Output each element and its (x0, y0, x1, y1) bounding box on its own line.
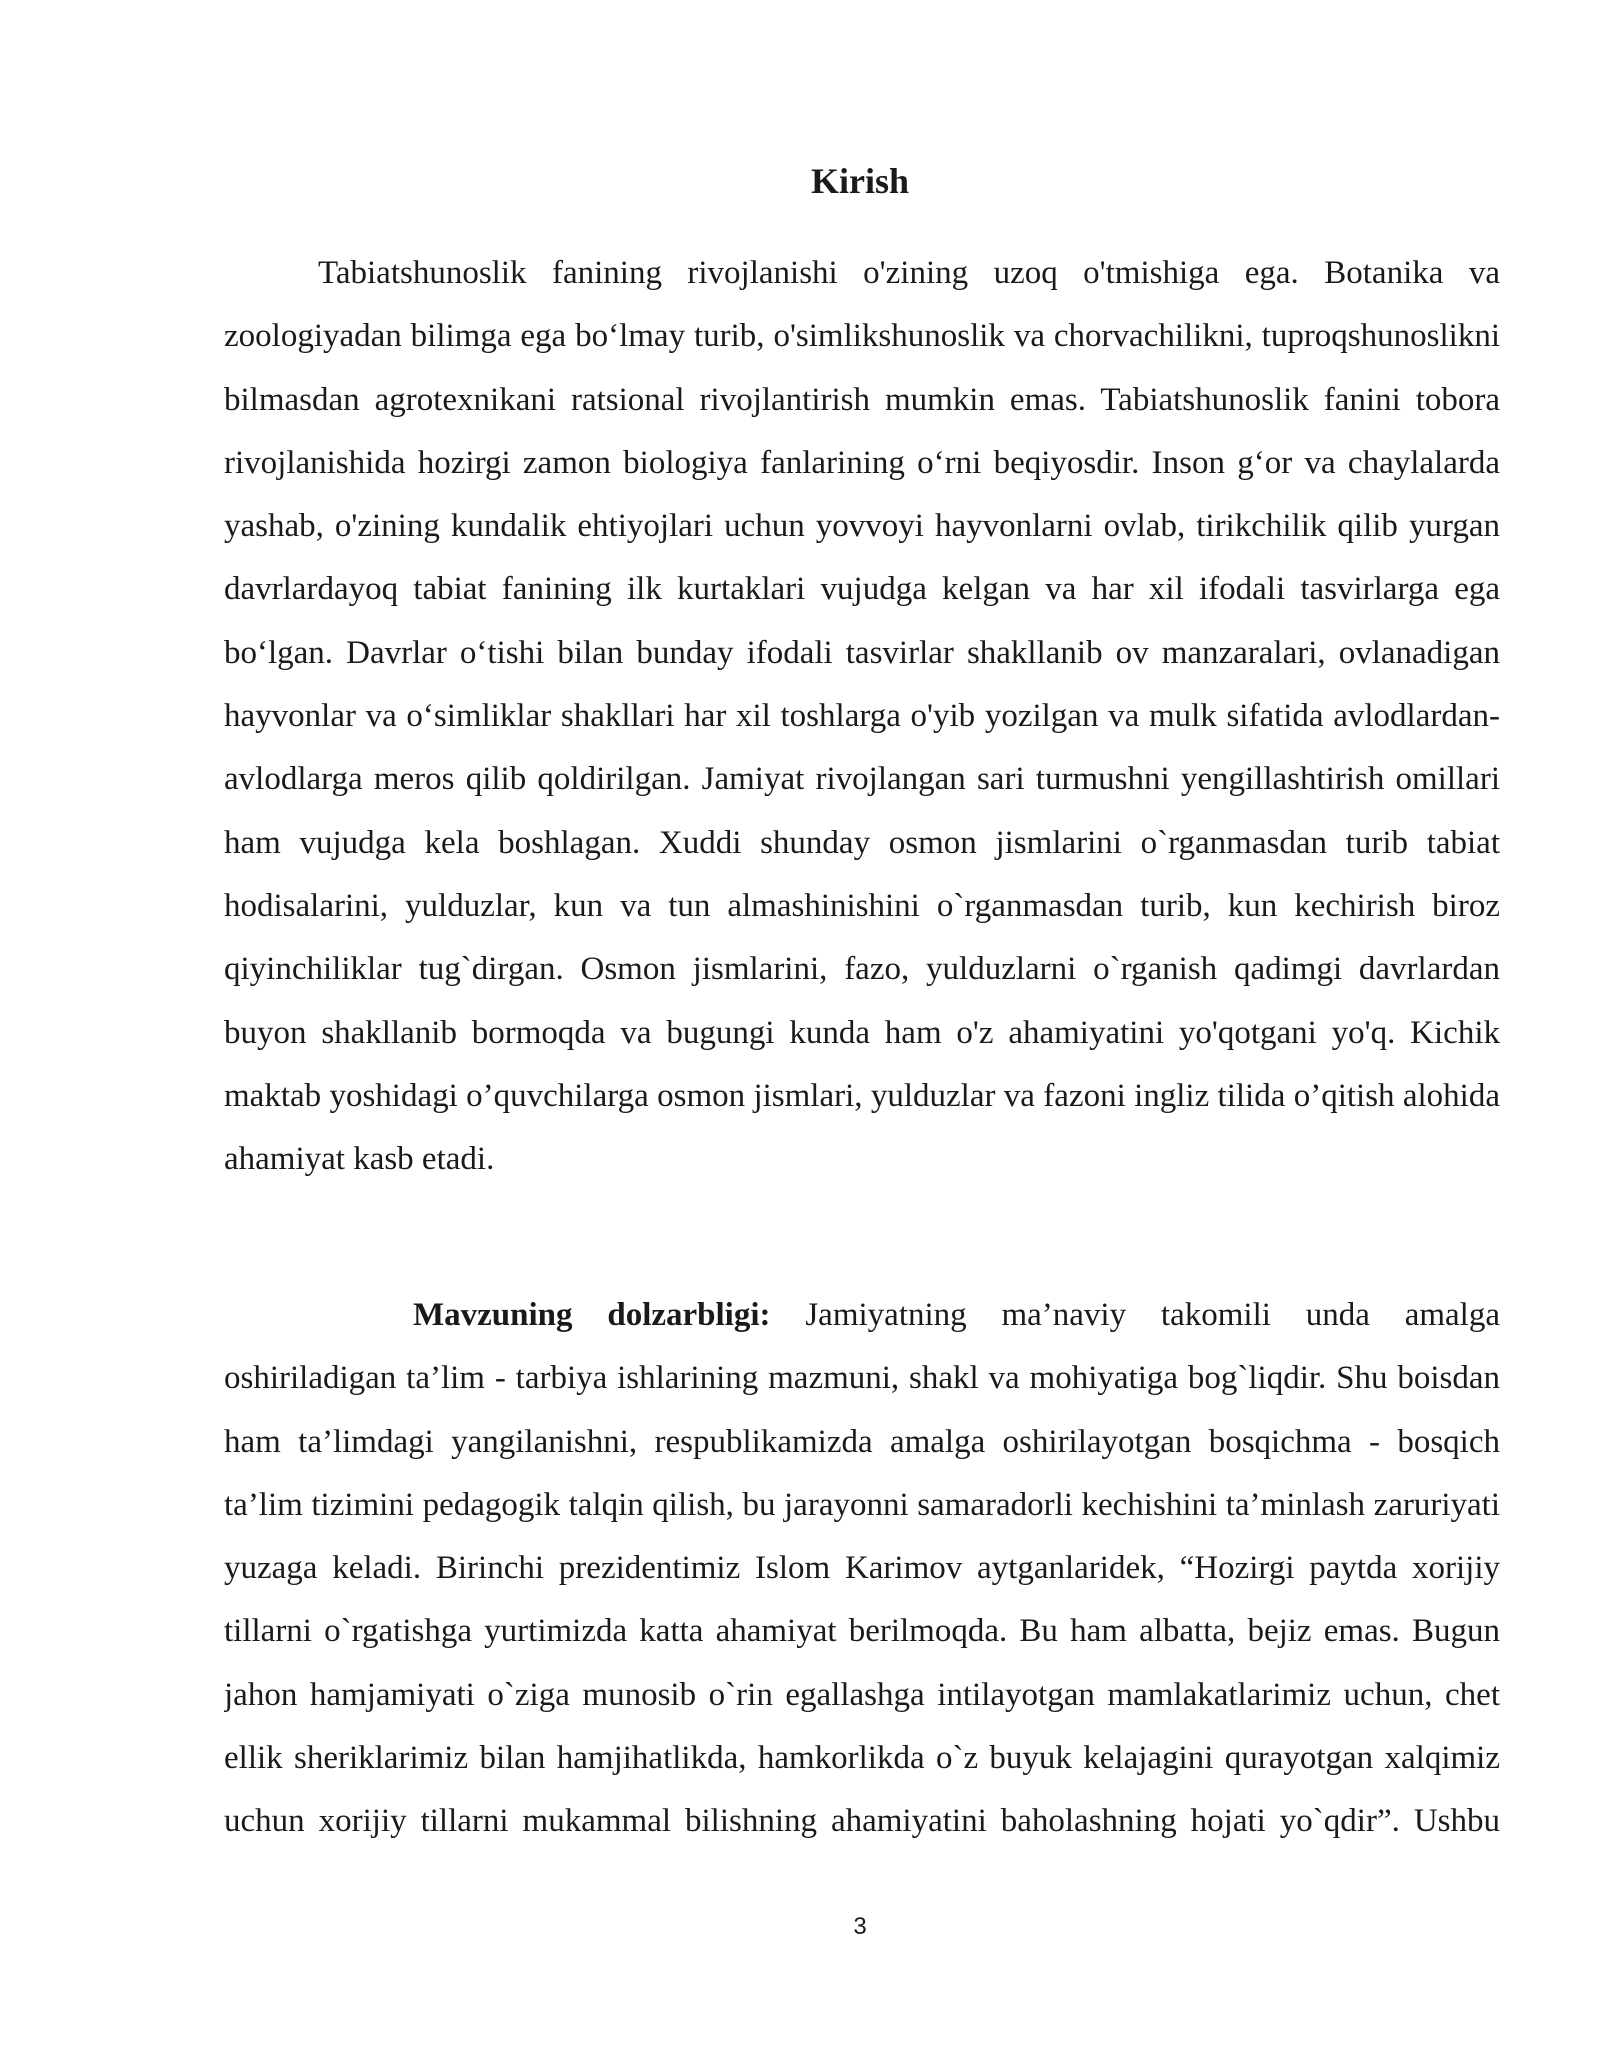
page-number: 3 (853, 1913, 867, 1940)
section-title: Kirish (810, 161, 909, 201)
relevance-heading: Mavzuning dolzarbligi: (413, 1297, 771, 1333)
intro-paragraph: Tabiatshunoslik fanining rivojlanishi o'zining uzoq o'tmishiga ega. Botanika va zoologiyadan bilimga ega bo‘lmay turib, o'simlikshunoslik va chorvachilikni, tuproqshunoslikni bilmasdan agrotexnikani ratsional rivojlantirish mumkin emas. Tabiatshunoslik fanini tobora rivojlanishida hozirgi zamon biologiya fanlarining o‘rni beqiyosdir. Inson g‘or va chaylalarda yashab, o'zining kundalik ehtiyojlari uchun yovvoyi hayvonlarni ovlab, tirikchilik qilib yurgan davrlardayoq tabiat fanining ilk kurtaklari vujudga kelgan va har xil ifodali tasvirlarga ega bo‘lgan. Davrlar o‘tishi bilan bunday ifodali tasvirlar shakllanib ov manzaralari, ovlanadigan hayvonlar va o‘simliklar shakllari har xil toshlarga o'yib yozilgan va mulk sifatida avlodlardan-avlodlarga meros qilib qoldirilgan. Jamiyat rivojlangan sari turmushni yengillashtirish omillari ham vujudga kela boshlagan. Xuddi shunday osmon jismlarini o`rganmasdan turib tabiat hodisalarini, yulduzlar, kun va tun almashinishini o`rganmasdan turib, kun kechirish biroz qiyinchiliklar tug`dirgan. Osmon jismlarini, fazo, yulduzlarni o`rganish qadimgi davrlardan buyon shakllanib bormoqda va bugungi kunda ham o'z ahamiyatini yo'qotgani yo'q. Kichik maktab yoshidagi o’quvchilarga osmon jismlari, yulduzlar va fazoni ingliz tilida o’qitish alohida ahamiyat kasb etadi. (224, 255, 1500, 1178)
relevance-text: Jamiyatning ma’naviy takomili unda amalga oshiriladigan ta’lim - tarbiya ishlarining mazmuni, shakl va mohiyatiga bog`liqdir. Shu boisdan ham ta’limdagi yangilanishni, respublikamizda amalga oshirilayotgan bosqichma - bosqich ta’lim tizimini pedagogik talqin qilish, bu jarayonni samaradorli kechishini ta’minlash zaruriyati yuzaga keladi. Birinchi prezidentimiz Islom Karimov aytganlaridek, “Hozirgi paytda xorijiy tillarni o`rgatishga yurtimizda katta ahamiyat berilmoqda. Bu ham albatta, bejiz emas. Bugun jahon hamjamiyati o`ziga munosib o`rin egallashga intilayotgan mamlakatlarimiz uchun, chet ellik sheriklarimiz bilan hamjihatlikda, hamkorlikda o`z buyuk kelajagini qurayotgan xalqimiz uchun xorijiy tillarni mukammal bilishning ahamiyatini baholashning hojati yo`qdir”. Ushbu (224, 1297, 1500, 1840)
relevance-paragraph (224, 1284, 1500, 1880)
